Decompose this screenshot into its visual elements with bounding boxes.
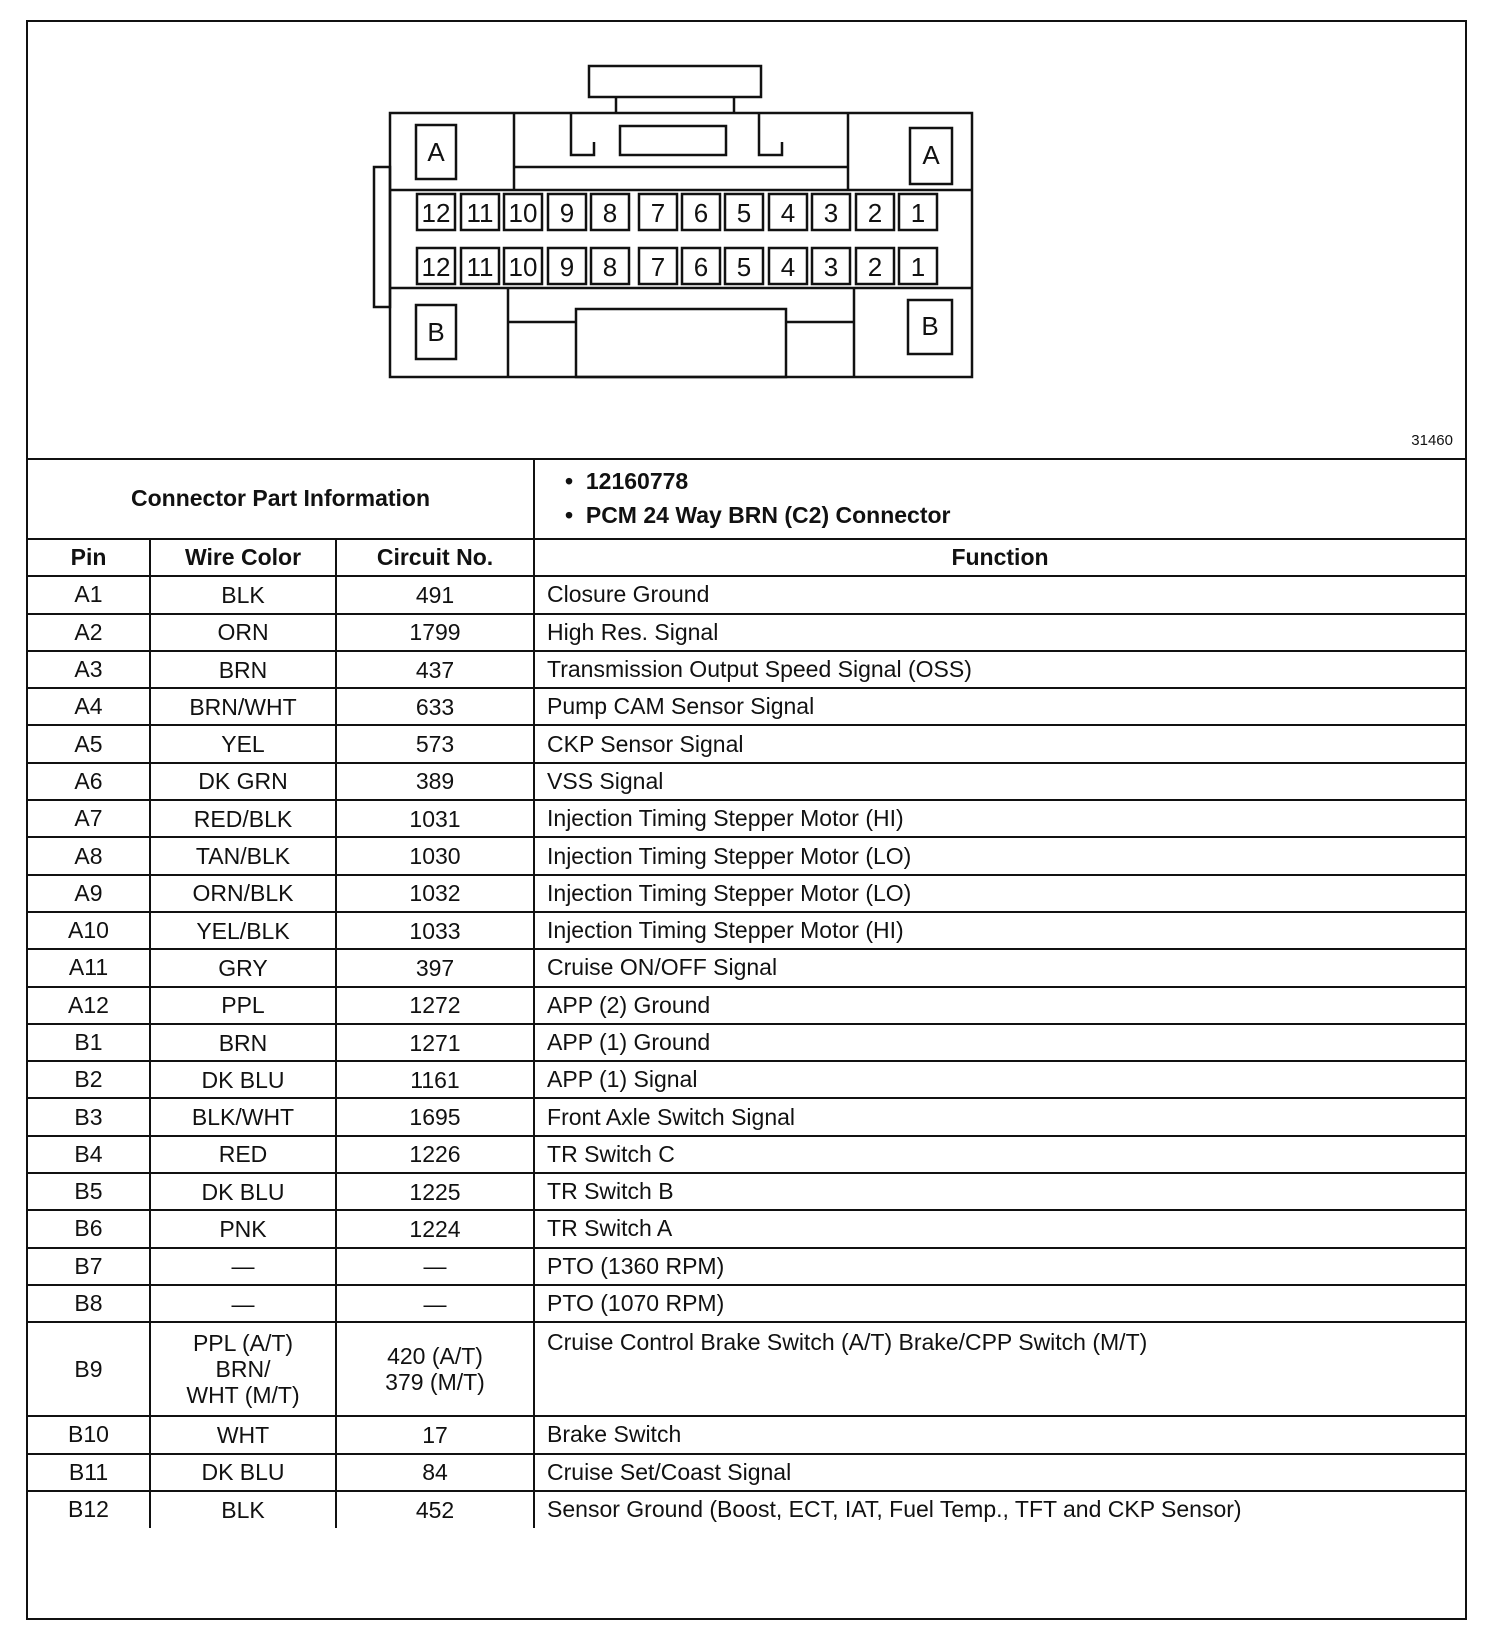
pin-cell: A8 (28, 837, 150, 874)
function-cell: Injection Timing Stepper Motor (HI) (534, 912, 1465, 949)
circuit-cell: 1226 (336, 1136, 534, 1173)
function-cell: APP (2) Ground (534, 987, 1465, 1024)
table-row (28, 651, 1465, 688)
pin-number-label: 2 (867, 252, 883, 282)
wire-color-cell: TAN/BLK (150, 837, 336, 874)
function-cell: Sensor Ground (Boost, ECT, IAT, Fuel Temp., TFT and CKP Sensor) (534, 1491, 1465, 1528)
circuit-cell: 1224 (336, 1210, 534, 1247)
table-row (28, 837, 1465, 874)
table-row (28, 1416, 1465, 1453)
wire-color-cell: PPL (150, 987, 336, 1024)
pin-number-label: 6 (693, 252, 709, 282)
connector-face-drawing (28, 22, 1464, 458)
function-cell: Injection Timing Stepper Motor (HI) (534, 800, 1465, 837)
circuit-cell: 633 (336, 688, 534, 725)
pin-cell: A5 (28, 725, 150, 762)
table-row (28, 576, 1465, 613)
function-cell: PTO (1360 RPM) (534, 1248, 1465, 1285)
function-cell: Brake Switch (534, 1416, 1465, 1453)
table-row (28, 763, 1465, 800)
circuit-cell: 452 (336, 1491, 534, 1528)
pin-cell: A9 (28, 875, 150, 912)
function-cell: Injection Timing Stepper Motor (LO) (534, 837, 1465, 874)
wire-color-cell: YEL/BLK (150, 912, 336, 949)
pin-number-label: 11 (466, 252, 494, 282)
table-row (28, 614, 1465, 651)
wire-color-cell: DK BLU (150, 1173, 336, 1210)
circuit-cell: 437 (336, 651, 534, 688)
header-row (28, 539, 1465, 576)
pin-cell: A6 (28, 763, 150, 800)
pin-cell: A12 (28, 987, 150, 1024)
pin-number-label: 7 (650, 198, 666, 228)
connector-info-row (28, 458, 1465, 539)
wire-color-cell: — (150, 1285, 336, 1322)
table-row (28, 875, 1465, 912)
table-row (28, 1322, 1465, 1416)
circuit-cell: 1271 (336, 1024, 534, 1061)
pin-number-label: 2 (867, 198, 883, 228)
side-label-b-left: B (427, 317, 445, 347)
table-row (28, 949, 1465, 986)
table-row (28, 1210, 1465, 1247)
table-row (28, 800, 1465, 837)
function-cell: Closure Ground (534, 576, 1465, 613)
pin-cell: A1 (28, 576, 150, 613)
table-row (28, 1098, 1465, 1135)
function-cell: PTO (1070 RPM) (534, 1285, 1465, 1322)
pin-number-label: 10 (508, 252, 538, 282)
pin-number-label: 8 (602, 198, 618, 228)
circuit-cell: 1225 (336, 1173, 534, 1210)
function-cell: High Res. Signal (534, 614, 1465, 651)
wire-color-cell: — (150, 1248, 336, 1285)
table-row (28, 1248, 1465, 1285)
circuit-cell: — (336, 1248, 534, 1285)
table-row (28, 1024, 1465, 1061)
pin-number-label: 5 (736, 198, 752, 228)
connector-info-values (534, 458, 1465, 539)
pin-cell: B8 (28, 1285, 150, 1322)
circuit-cell: 397 (336, 949, 534, 986)
connector-sheet (26, 20, 1467, 1620)
table-row (28, 688, 1465, 725)
wire-color-cell: RED (150, 1136, 336, 1173)
function-cell: Cruise Set/Coast Signal (534, 1454, 1465, 1491)
connector-description: • PCM 24 Way BRN (C2) Connector (565, 498, 1435, 532)
pin-cell: A3 (28, 651, 150, 688)
circuit-cell: 420 (A/T) 379 (M/T) (336, 1322, 534, 1416)
pinout-table (28, 458, 1465, 1528)
connector-info-label: Connector Part Information (28, 458, 534, 539)
pin-cell: B4 (28, 1136, 150, 1173)
pin-cell: B6 (28, 1210, 150, 1247)
pin-cell: B9 (28, 1322, 150, 1416)
table-row (28, 1136, 1465, 1173)
table-row (28, 1173, 1465, 1210)
function-cell: APP (1) Signal (534, 1061, 1465, 1098)
pin-number-label: 9 (559, 198, 575, 228)
circuit-cell: 389 (336, 763, 534, 800)
wire-color-cell: DK BLU (150, 1454, 336, 1491)
figure-id: 31460 (1411, 432, 1453, 449)
function-cell: Transmission Output Speed Signal (OSS) (534, 651, 1465, 688)
circuit-cell: 1031 (336, 800, 534, 837)
pin-number-label: 5 (736, 252, 752, 282)
pin-number-label: 10 (508, 198, 538, 228)
circuit-cell: 1030 (336, 837, 534, 874)
circuit-cell: 1695 (336, 1098, 534, 1135)
header-function: Function (534, 539, 1465, 576)
wire-color-cell: RED/BLK (150, 800, 336, 837)
pin-cell: B3 (28, 1098, 150, 1135)
pin-number-label: 4 (780, 198, 796, 228)
side-label-a-left: A (427, 137, 445, 167)
pin-cell: A11 (28, 949, 150, 986)
pin-cell: B12 (28, 1491, 150, 1528)
pin-cell: A2 (28, 614, 150, 651)
pin-cell: B10 (28, 1416, 150, 1453)
table-row (28, 1061, 1465, 1098)
pin-number-label: 3 (823, 252, 839, 282)
side-label-a-right: A (922, 140, 940, 170)
wire-color-cell: BLK (150, 576, 336, 613)
pin-cell: A4 (28, 688, 150, 725)
header-wire-color: Wire Color (150, 539, 336, 576)
circuit-cell: 17 (336, 1416, 534, 1453)
function-cell: Pump CAM Sensor Signal (534, 688, 1465, 725)
pin-number-label: 3 (823, 198, 839, 228)
table-row (28, 987, 1465, 1024)
pin-number-label: 12 (421, 198, 451, 228)
circuit-cell: 1272 (336, 987, 534, 1024)
circuit-cell: 1033 (336, 912, 534, 949)
function-cell: Cruise Control Brake Switch (A/T) Brake/CPP Switch (M/T) (534, 1322, 1465, 1416)
table-row (28, 1491, 1465, 1528)
side-label-b-right: B (921, 311, 939, 341)
function-cell: CKP Sensor Signal (534, 725, 1465, 762)
wire-color-cell: BRN (150, 1024, 336, 1061)
wire-color-cell: ORN/BLK (150, 875, 336, 912)
wire-color-cell: BLK (150, 1491, 336, 1528)
wire-color-cell: ORN (150, 614, 336, 651)
wire-color-cell: BRN (150, 651, 336, 688)
header-pin: Pin (28, 539, 150, 576)
pin-number-label: 8 (602, 252, 618, 282)
part-number: • 12160778 (565, 464, 1435, 498)
wire-color-cell: DK BLU (150, 1061, 336, 1098)
wire-color-cell: PPL (A/T) BRN/ WHT (M/T) (150, 1322, 336, 1416)
circuit-cell: 1799 (336, 614, 534, 651)
circuit-cell: — (336, 1285, 534, 1322)
circuit-cell: 1161 (336, 1061, 534, 1098)
wire-color-cell: WHT (150, 1416, 336, 1453)
pin-cell: B5 (28, 1173, 150, 1210)
pin-cell: B11 (28, 1454, 150, 1491)
pin-cell: A7 (28, 800, 150, 837)
pin-number-label: 1 (910, 198, 926, 228)
table-row (28, 725, 1465, 762)
pin-number-label: 11 (466, 198, 494, 228)
pin-number-label: 12 (421, 252, 451, 282)
function-cell: TR Switch A (534, 1210, 1465, 1247)
table-row (28, 1285, 1465, 1322)
pin-number-label: 1 (910, 252, 926, 282)
function-cell: Front Axle Switch Signal (534, 1098, 1465, 1135)
function-cell: VSS Signal (534, 763, 1465, 800)
wire-color-cell: GRY (150, 949, 336, 986)
pin-cell: B7 (28, 1248, 150, 1285)
pin-number-label: 6 (693, 198, 709, 228)
header-circuit: Circuit No. (336, 539, 534, 576)
wire-color-cell: YEL (150, 725, 336, 762)
circuit-cell: 491 (336, 576, 534, 613)
pin-cell: A10 (28, 912, 150, 949)
function-cell: APP (1) Ground (534, 1024, 1465, 1061)
table-row (28, 1454, 1465, 1491)
table-row (28, 912, 1465, 949)
circuit-cell: 84 (336, 1454, 534, 1491)
wire-color-cell: PNK (150, 1210, 336, 1247)
pin-number-label: 4 (780, 252, 796, 282)
pin-cell: B1 (28, 1024, 150, 1061)
pin-number-label: 9 (559, 252, 575, 282)
function-cell: Cruise ON/OFF Signal (534, 949, 1465, 986)
circuit-cell: 1032 (336, 875, 534, 912)
connector-diagram (28, 22, 1465, 460)
function-cell: TR Switch B (534, 1173, 1465, 1210)
wire-color-cell: DK GRN (150, 763, 336, 800)
circuit-cell: 573 (336, 725, 534, 762)
function-cell: TR Switch C (534, 1136, 1465, 1173)
wire-color-cell: BLK/WHT (150, 1098, 336, 1135)
pin-cell: B2 (28, 1061, 150, 1098)
function-cell: Injection Timing Stepper Motor (LO) (534, 875, 1465, 912)
pin-number-label: 7 (650, 252, 666, 282)
wire-color-cell: BRN/WHT (150, 688, 336, 725)
